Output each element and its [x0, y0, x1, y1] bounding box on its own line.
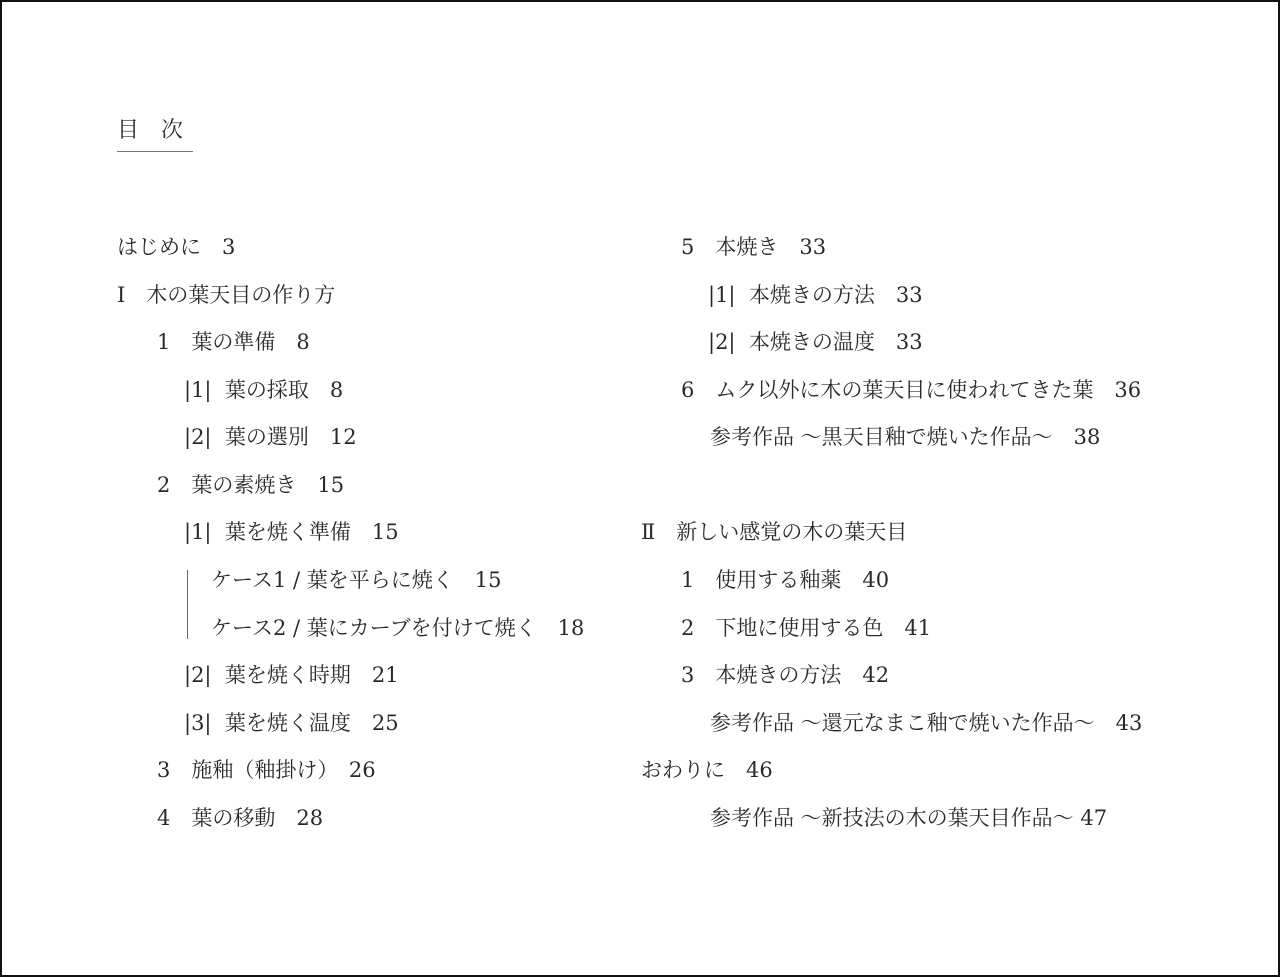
case-bracket-line: [187, 570, 188, 639]
toc-part2-chapter-3: 3 本焼きの方法 42: [681, 663, 890, 687]
toc-case-1: ケース1 / 葉を平らに焼く 15: [211, 568, 502, 592]
toc-reference-works-1: 参考作品 ～黒天目釉で焼いた作品～ 38: [710, 425, 1101, 449]
toc-section-2-3: |3| 葉を焼く温度 25: [184, 711, 399, 735]
toc-part2-chapter-1: 1 使用する釉薬 40: [681, 568, 890, 592]
toc-afterword: おわりに 46: [641, 758, 773, 782]
toc-case-2: ケース2 / 葉にカーブを付けて焼く 18: [211, 616, 585, 640]
toc-section-1-2: |2| 葉の選別 12: [184, 425, 357, 449]
toc-chapter-3: 3 施釉（釉掛け） 26: [157, 758, 376, 782]
toc-chapter-1: 1 葉の準備 8: [157, 330, 310, 354]
toc-chapter-2: 2 葉の素焼き 15: [157, 473, 345, 497]
toc-chapter-6: 6 ムク以外に木の葉天目に使われてきた葉 36: [681, 378, 1142, 402]
toc-chapter-4: 4 葉の移動 28: [157, 806, 324, 830]
toc-section-5-2: |2| 本焼きの温度 33: [708, 330, 923, 354]
toc-reference-works-3: 参考作品 ～新技法の木の葉天目作品～ 47: [710, 806, 1108, 830]
toc-section-1-1: |1| 葉の採取 8: [184, 378, 344, 402]
toc-part-1: Ⅰ 木の葉天目の作り方: [117, 283, 336, 307]
page-title: 目 次: [117, 118, 184, 143]
toc-section-5-1: |1| 本焼きの方法 33: [708, 283, 923, 307]
toc-chapter-5: 5 本焼き 33: [681, 235, 827, 259]
toc-entry-intro: はじめに 3: [117, 235, 236, 259]
toc-section-2-2: |2| 葉を焼く時期 21: [184, 663, 399, 687]
toc-section-2-1: |1| 葉を焼く準備 15: [184, 520, 399, 544]
toc-part-2: Ⅱ 新しい感覚の木の葉天目: [641, 520, 908, 544]
title-underline: [117, 151, 193, 152]
toc-part2-chapter-2: 2 下地に使用する色 41: [681, 616, 932, 640]
toc-reference-works-2: 参考作品 ～還元なまこ釉で焼いた作品～ 43: [710, 711, 1143, 735]
